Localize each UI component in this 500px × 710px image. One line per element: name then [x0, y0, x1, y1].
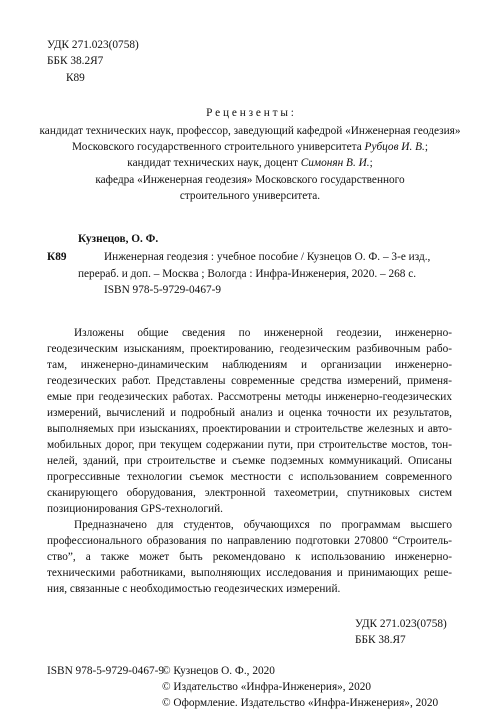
annotation-p2-line: ство”, а также может быть рекомендовано к использованию инженерно- — [47, 551, 452, 563]
bbk-code-top: ББК 38.2Я7 — [47, 55, 104, 67]
copyright-line: © Оформление. Издательство «Инфра-Инженерия», 2020 — [162, 697, 439, 709]
reviewer-line-2-text: Московского государственного строительного университета — [72, 141, 365, 153]
annotation-p2-line: профессионального образования по направлению подготовки 270800 “Строитель- — [47, 535, 452, 547]
annotation-p1-line: сканирующего оборудования, электронной тахеометрии, спутниковых систем — [47, 487, 452, 499]
reviewers-heading: Р е ц е н з е н т ы : — [206, 107, 294, 119]
catalog-line-2: перераб. и доп. – Москва ; Вологда : Инфра-Инженерия, 2020. – 268 с. — [78, 268, 417, 280]
bbk-code-bottom: ББК 38.Я7 — [355, 634, 406, 646]
udk-code-top: УДК 271.023(0758) — [47, 39, 139, 51]
annotation-p1-line: геодезических работ. Представлены современные средства измерений, применя- — [47, 375, 452, 387]
udk-code-bottom: УДК 271.023(0758) — [355, 618, 447, 630]
annotation-p1-line: позиционирования GPS-технологий. — [47, 503, 223, 515]
annotation-p1-line: мобильных дорог, при текущем содержании пути, при строительстве мостов, тон- — [47, 439, 452, 451]
author-mark-top: К89 — [66, 72, 85, 84]
reviewer-name-rubtsov: Рубцов И. В. — [364, 141, 425, 153]
copyright-line: © Издательство «Инфра-Инженерия», 2020 — [162, 681, 372, 693]
catalog-isbn: ISBN 978-5-9729-0467-9 — [104, 284, 222, 296]
reviewer-line-2 — [0, 141, 500, 153]
annotation-p2-line: Предназначено для студентов, обучающихся по программам высшего — [74, 519, 452, 531]
annotation-p1-line: там, инженерно-динамическим наблюдениям и организации инженерно- — [47, 359, 452, 371]
catalog-mark: К89 — [47, 251, 67, 263]
annotation-p2-line: техническими работниками, выполняющих исследования и принимающих реше- — [47, 567, 452, 579]
annotation-p1-line: нелей, зданий, при строительстве и съемке подземных коммуникаций. Описаны — [47, 455, 452, 467]
catalog-line-1: Инженерная геодезия : учебное пособие / Кузнецов О. Ф. – 3-е изд., — [104, 251, 431, 263]
reviewer-name-simonyan: Симонян В. И. — [300, 157, 370, 169]
reviewer-line-1: кандидат технических наук, профессор, заведующий кафедрой «Инженерная геодезия» — [39, 125, 461, 137]
copyright-line: © Кузнецов О. Ф., 2020 — [162, 665, 275, 677]
catalog-author: Кузнецов, О. Ф. — [78, 233, 159, 245]
reviewer-line-3-text: кандидат технических наук, доцент — [127, 157, 301, 169]
annotation-p2-line: ния, связанные с необходимостью геодезических измерений. — [47, 583, 341, 595]
reviewer-line-4: кафедра «Инженерная геодезия» Московского государственного — [95, 174, 405, 186]
reviewer-line-2-end: ; — [424, 141, 428, 153]
reviewer-line-5: строительного университета. — [179, 190, 321, 202]
reviewer-line-3-end: ; — [369, 157, 373, 169]
annotation-p1-line: геодезическим изысканиям, проектированию, геодезическим разбивочным рабо- — [47, 343, 452, 355]
annotation-p1-line: Изложены общие сведения по инженерной геодезии, инженерно- — [74, 327, 452, 339]
copyright-isbn: ISBN 978-5-9729-0467-9 — [47, 665, 165, 677]
annotation-p1-line: выполняемых при изысканиях, проектировании и строительстве железных и авто- — [47, 423, 452, 435]
annotation-p1-line: емые при геодезических работах. Рассмотрены методы инженерно-геодезических — [47, 391, 452, 403]
reviewer-line-3 — [0, 157, 500, 169]
annotation-p1-line: измерений, вычислений и подробный анализ и оценка точности их результатов, — [47, 407, 452, 419]
annotation-p1-line: прогрессивные технологии съемок местности с использованием современного — [47, 471, 452, 483]
